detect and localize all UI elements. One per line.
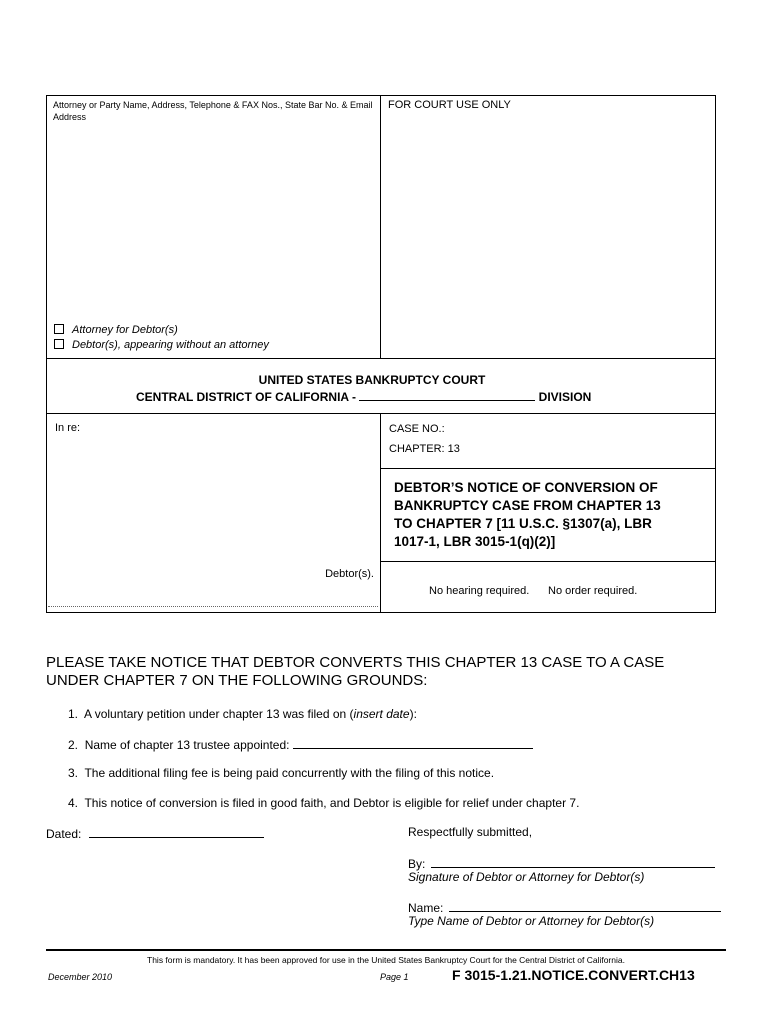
footer-form-id: F 3015-1.21.NOTICE.CONVERT.CH13 [452,967,695,983]
footer-date: December 2010 [48,972,113,982]
item-italic: insert date [353,707,410,721]
name-caption: Type Name of Debtor or Attorney for Debtor(s) [408,914,655,928]
printed-name-blank[interactable] [449,899,721,912]
debtor-checkbox-label: Debtor(s), appearing without an attorney [72,339,269,351]
attorney-label: Attorney or Party Name, Address, Telephone & FAX Nos., State Bar No. & Email Address [53,100,373,122]
chapter-label: CHAPTER: 13 [389,443,460,455]
item-text: A voluntary petition under chapter 13 was filed on ( [84,707,354,721]
item-text: The additional filing fee is being paid concurrently with the filing of this notice. [84,766,495,780]
court-name: UNITED STATES BANKRUPTCY COURT [258,373,486,387]
title-line: 1017-1, LBR 3015-1(q)(2)] [394,534,556,549]
ground-item-4 [68,796,579,810]
debtor-dotted-line [48,606,378,607]
item-number: 1. [68,707,79,721]
item-text: Name of chapter 13 trustee appointed: [84,738,290,752]
dated-row [46,825,264,841]
item-number: 4. [68,796,79,810]
title-rule [380,561,716,562]
name-row [408,899,721,915]
item-text: This notice of conversion is filed in good faith, and Debtor is eligible for relief under chapter 7. [84,796,580,810]
division-label: DIVISION [538,390,592,404]
case-divider [380,413,381,613]
respectfully-label: Respectfully submitted, [408,825,533,839]
district-prefix: CENTRAL DISTRICT OF CALIFORNIA - [136,390,356,404]
name-label: Name: [408,901,444,915]
court-use-label: FOR COURT USE ONLY [388,99,511,111]
trustee-name-blank[interactable] [293,736,533,749]
footer-page: Page 1 [380,972,409,982]
case-no-label: CASE NO.: [389,423,445,435]
notice-heading-line: UNDER CHAPTER 7 ON THE FOLLOWING GROUNDS: [46,672,428,689]
debtor-checkbox[interactable] [54,339,64,349]
date-blank[interactable] [89,825,264,838]
title-line: BANKRUPTCY CASE FROM CHAPTER 13 [394,498,661,513]
ground-item-1 [68,707,417,721]
in-re-label: In re: [55,422,81,434]
title-line: TO CHAPTER 7 [11 U.S.C. §1307(a), LBR [394,516,652,531]
signature-blank[interactable] [431,855,715,868]
attorney-checkbox[interactable] [54,324,64,334]
header-divider [380,95,381,359]
dated-label: Dated: [46,827,82,841]
court-district [136,388,591,404]
no-order-label: No order required. [548,585,638,597]
item-number: 3. [68,766,79,780]
division-blank[interactable] [359,388,535,401]
notice-heading [46,654,664,690]
by-row [408,855,715,871]
ground-item-3 [68,766,494,780]
attorney-checkbox-label: Attorney for Debtor(s) [72,324,178,336]
ground-item-2 [68,736,533,752]
title-line: DEBTOR’S NOTICE OF CONVERSION OF [394,480,658,495]
item-number: 2. [68,738,79,752]
debtors-label: Debtor(s). [325,568,374,580]
case-no-rule [380,468,716,469]
header-box [46,95,716,359]
notice-title [394,479,661,551]
footer-mandatory: This form is mandatory. It has been approved for use in the United States Bankruptcy Court for the Central District of California. [147,955,625,965]
by-label: By: [408,857,426,871]
footer-rule [46,949,726,951]
checkbox-row-attorney[interactable] [54,324,178,336]
checkbox-row-debtor[interactable] [54,339,269,351]
no-hearing-label: No hearing required. [429,585,530,597]
notice-heading-line: PLEASE TAKE NOTICE THAT DEBTOR CONVERTS THIS CHAPTER 13 CASE TO A CASE [46,654,665,671]
item-end: ): [409,707,417,721]
signature-caption: Signature of Debtor or Attorney for Debtor(s) [408,870,645,884]
